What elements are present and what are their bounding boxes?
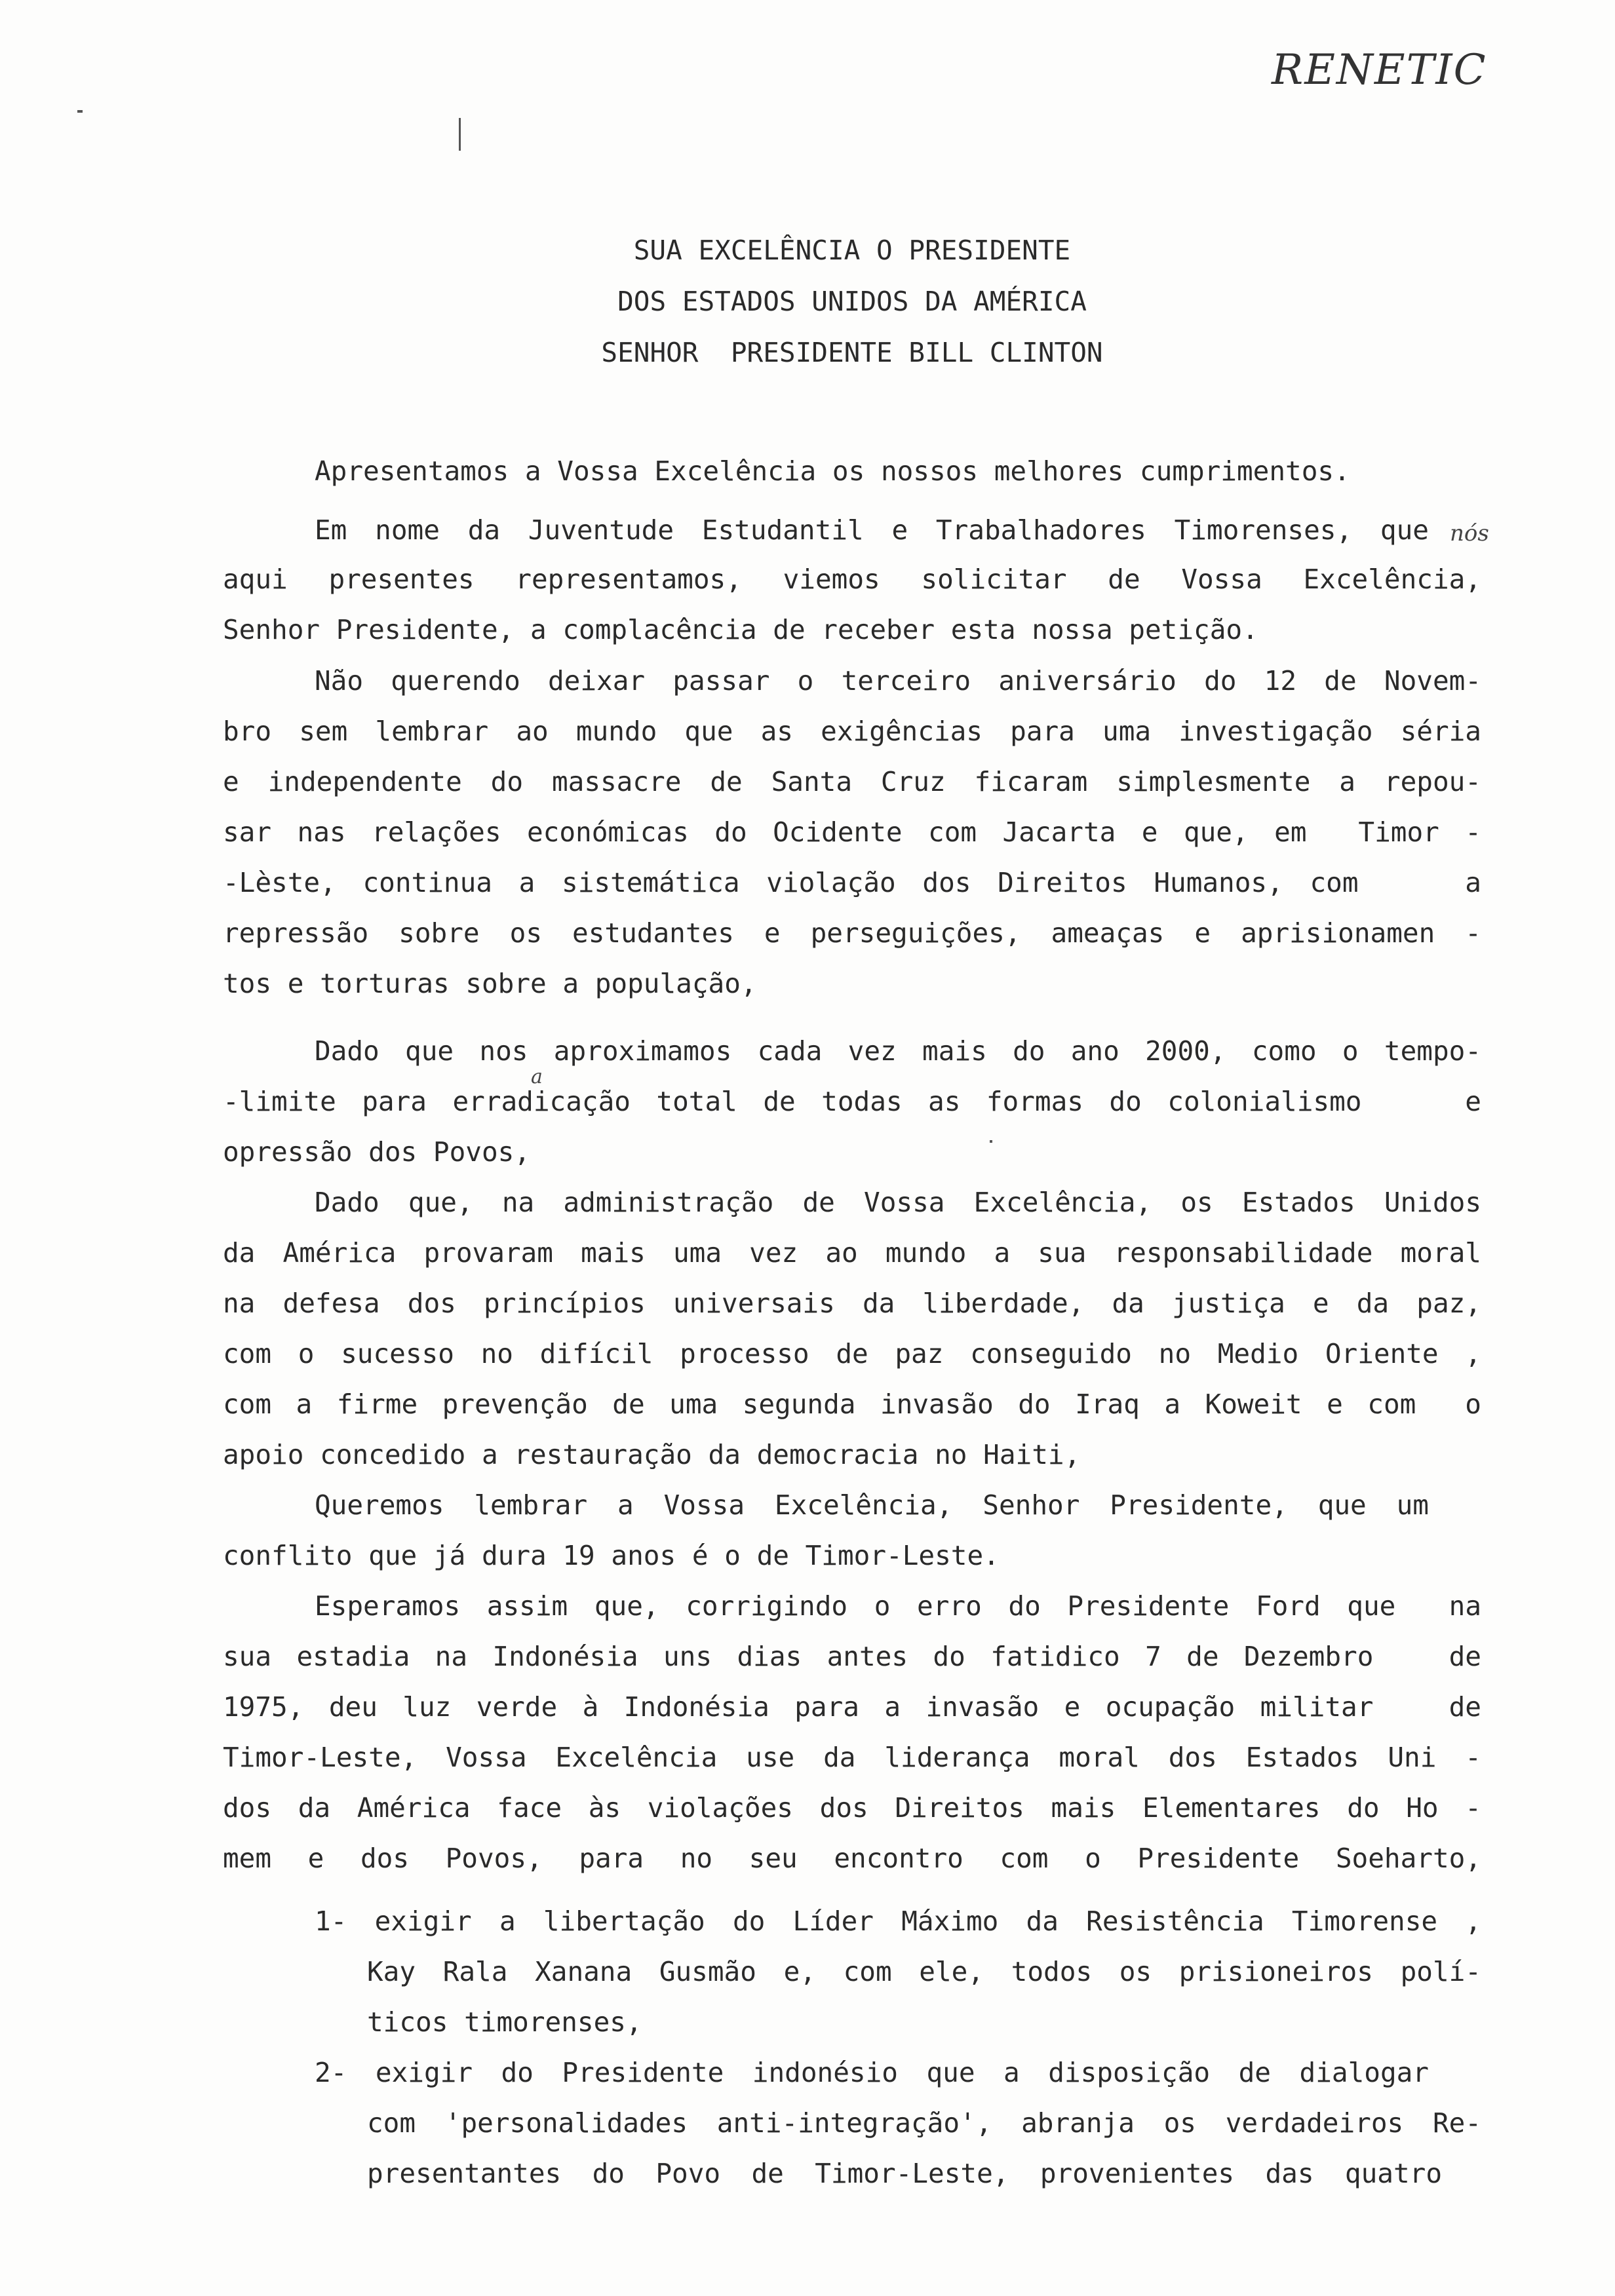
- handwritten-insert: nós: [1450, 520, 1489, 546]
- body-line: Esperamos assim que, corrigindo o erro do Presidente Ford que na: [315, 1590, 1481, 1622]
- body-line: da América provaram mais uma vez ao mundo a sua responsabilidade moral: [223, 1237, 1481, 1269]
- body-line: 1975, deu luz verde à Indonésia para a invasão e ocupação militar de: [223, 1691, 1481, 1723]
- body-line: repressão sobre os estudantes e perseguições, ameaças e aprisionamen -: [223, 917, 1481, 949]
- list-item-2-line-2: com 'personalidades anti-integração', abranja os verdadeiros Re-: [367, 2107, 1481, 2139]
- body-line: Queremos lembrar a Vossa Excelência, Senhor Presidente, que um: [315, 1489, 1429, 1521]
- list-item-1-line-1: 1- exigir a libertação do Líder Máximo da Resistência Timorense ,: [315, 1905, 1481, 1937]
- addressee-line-1: SUA EXCELÊNCIA O PRESIDENTE: [633, 235, 1071, 266]
- scan-speck: [990, 1140, 992, 1143]
- body-line: Apresentamos a Vossa Excelência os nossos melhores cumprimentos.: [315, 455, 1350, 487]
- list-item-2-line-3: presentantes do Povo de Timor-Leste, provenientes das quatro: [367, 2158, 1442, 2189]
- body-line: aqui presentes representamos, viemos solicitar de Vossa Excelência,: [223, 564, 1481, 595]
- list-item-1-line-3: ticos timorenses,: [367, 2006, 642, 2038]
- body-line: conflito que já dura 19 anos é o de Timor-Leste.: [223, 1540, 1000, 1571]
- handwritten-insert: a: [531, 1065, 543, 1088]
- body-line: Em nome da Juventude Estudantil e Trabalhadores Timorenses, que: [315, 514, 1429, 546]
- body-line: na defesa dos princípios universais da liberdade, da justiça e da paz,: [223, 1288, 1481, 1319]
- body-line: -Lèste, continua a sistemática violação dos Direitos Humanos, com a: [223, 867, 1481, 898]
- body-line: Senhor Presidente, a complacência de receber esta nossa petição.: [223, 614, 1258, 645]
- body-line: apoio concedido a restauração da democracia no Haiti,: [223, 1439, 1081, 1470]
- handwritten-annotation: RENETIC: [1272, 46, 1487, 94]
- list-item-2-line-1: 2- exigir do Presidente indonésio que a disposição de dialogar: [315, 2057, 1429, 2088]
- body-line: tos e torturas sobre a população,: [223, 968, 757, 999]
- body-line: Timor-Leste, Vossa Excelência use da liderança moral dos Estados Uni -: [223, 1742, 1481, 1773]
- body-line: sar nas relações económicas do Ocidente com Jacarta e que, em Timor -: [223, 816, 1481, 848]
- body-line: sua estadia na Indonésia uns dias antes do fatidico 7 de Dezembro de: [223, 1641, 1481, 1672]
- body-line: opressão dos Povos,: [223, 1136, 530, 1168]
- list-item-1-line-2: Kay Rala Xanana Gusmão e, com ele, todos os prisioneiros polí-: [367, 1956, 1481, 1987]
- body-line: Dado que, na administração de Vossa Excelência, os Estados Unidos: [315, 1187, 1481, 1218]
- body-line: -limite para erradicação total de todas as formas do colonialismo e: [223, 1086, 1481, 1117]
- body-line: com o sucesso no difícil processo de paz conseguido no Medio Oriente ,: [223, 1338, 1481, 1369]
- addressee-line-3: SENHOR PRESIDENTE BILL CLINTON: [601, 337, 1103, 368]
- body-line: bro sem lembrar ao mundo que as exigências para uma investigação séria: [223, 716, 1481, 747]
- body-line: e independente do massacre de Santa Cruz ficaram simplesmente a repou-: [223, 766, 1481, 797]
- body-line: Dado que nos aproximamos cada vez mais do ano 2000, como o tempo-: [315, 1035, 1481, 1067]
- scan-speck: [459, 118, 461, 151]
- body-line: Não querendo deixar passar o terceiro aniversário do 12 de Novem-: [315, 665, 1481, 697]
- body-line: com a firme prevenção de uma segunda invasão do Iraq a Koweit e com o: [223, 1388, 1481, 1420]
- body-line: dos da América face às violações dos Direitos mais Elementares do Ho -: [223, 1792, 1481, 1824]
- addressee-line-2: DOS ESTADOS UNIDOS DA AMÉRICA: [617, 286, 1087, 317]
- body-line: mem e dos Povos, para no seu encontro com o Presidente Soeharto,: [223, 1843, 1481, 1874]
- scan-speck: [77, 110, 83, 113]
